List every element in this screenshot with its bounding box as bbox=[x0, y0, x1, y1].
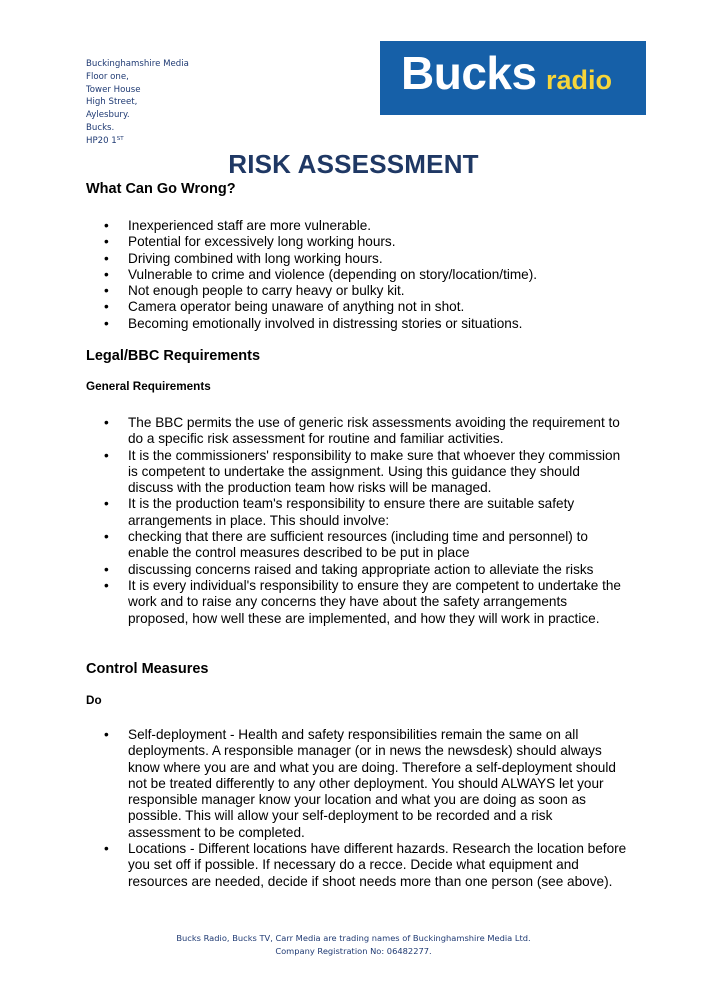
page-title: RISK ASSESSMENT bbox=[228, 149, 479, 179]
list-item: • Locations - Different locations have different hazards. Research the location before you set off if possible. If necessary do a recce. Decide what equipment and resources are needed, decide if shoot needs more than one person (see above). bbox=[0, 841, 628, 890]
bucks-radio-logo bbox=[380, 41, 646, 115]
list-item: • It is the commissioners' responsibility to make sure that whoever they commission is competent to undertake the assignment. Using this guidance they should discuss with the production team how risks will be managed. bbox=[0, 448, 628, 497]
company-address bbox=[86, 58, 189, 148]
list-item: • Not enough people to carry heavy or bulky kit. bbox=[0, 283, 628, 299]
logo-word-radio: radio bbox=[546, 65, 613, 95]
logo-word-bucks: Bucks bbox=[401, 47, 537, 99]
list-item: • It is the production team's responsibility to ensure there are suitable safety arrangements in place. This should involve: bbox=[0, 496, 628, 529]
footer-registration: Company Registration No: 06482277. bbox=[275, 945, 432, 956]
address-company: Buckinghamshire Media bbox=[86, 59, 189, 69]
page-footer bbox=[0, 932, 707, 957]
section-heading-control-measures: Control Measures bbox=[86, 661, 209, 677]
list-item: • Self-deployment - Health and safety responsibilities remain the same on all deployments. A responsible manager (or in news the newsdesk) should always know where you are and what you are doing. Therefore a self-deployment should not be treated differently to any other deployment. You should ALWAYS let your responsible manager know your location and what you are doing as soon as possible. This will allow your self-deployment to be recorded and a risk assessment to be completed. bbox=[0, 727, 628, 841]
list-item: • Vulnerable to crime and violence (depending on story/location/time). bbox=[0, 267, 628, 283]
address-postcode bbox=[86, 135, 189, 148]
address-line: High Street, bbox=[86, 97, 138, 108]
subheading-general-requirements: General Requirements bbox=[86, 380, 211, 393]
address-line: Floor one, bbox=[86, 71, 129, 82]
requirements-list bbox=[0, 415, 628, 627]
section-heading-legal-requirements: Legal/BBC Requirements bbox=[86, 348, 261, 364]
list-item: • Inexperienced staff are more vulnerable. bbox=[0, 218, 628, 234]
list-item: • Camera operator being unaware of anything not in shot. bbox=[0, 299, 628, 315]
list-item: • Driving combined with long working hours. bbox=[0, 251, 628, 267]
address-line: Aylesbury. bbox=[86, 110, 130, 121]
address-line: Bucks. bbox=[86, 122, 115, 133]
footer-trading-names: Bucks Radio, Bucks TV, Carr Media are trading names of Buckinghamshire Media Ltd. bbox=[176, 933, 531, 943]
postcode-superscript: ST bbox=[116, 135, 124, 142]
postcode-text: HP20 1 bbox=[86, 135, 117, 146]
list-item: • The BBC permits the use of generic risk assessments avoiding the requirement to do a specific risk assessment for routine and familiar activities. bbox=[0, 415, 628, 448]
list-item: • Potential for excessively long working hours. bbox=[0, 234, 628, 250]
section-heading-what-can-go-wrong: What Can Go Wrong? bbox=[86, 181, 236, 197]
list-item: • discussing concerns raised and taking appropriate action to alleviate the risks bbox=[0, 562, 628, 578]
list-item: • It is every individual's responsibility to ensure they are competent to undertake the work and to raise any concerns they have about the safety arrangements proposed, how well these are implemented, and how they will work in practice. bbox=[0, 578, 628, 627]
list-item: • checking that there are sufficient resources (including time and personnel) to enable the control measures described to be put in place bbox=[0, 529, 628, 562]
risk-list bbox=[0, 218, 628, 332]
subheading-do: Do bbox=[86, 694, 102, 707]
list-item: • Becoming emotionally involved in distressing stories or situations. bbox=[0, 316, 628, 332]
address-line: Tower House bbox=[86, 84, 141, 95]
control-measures-list bbox=[0, 727, 628, 890]
